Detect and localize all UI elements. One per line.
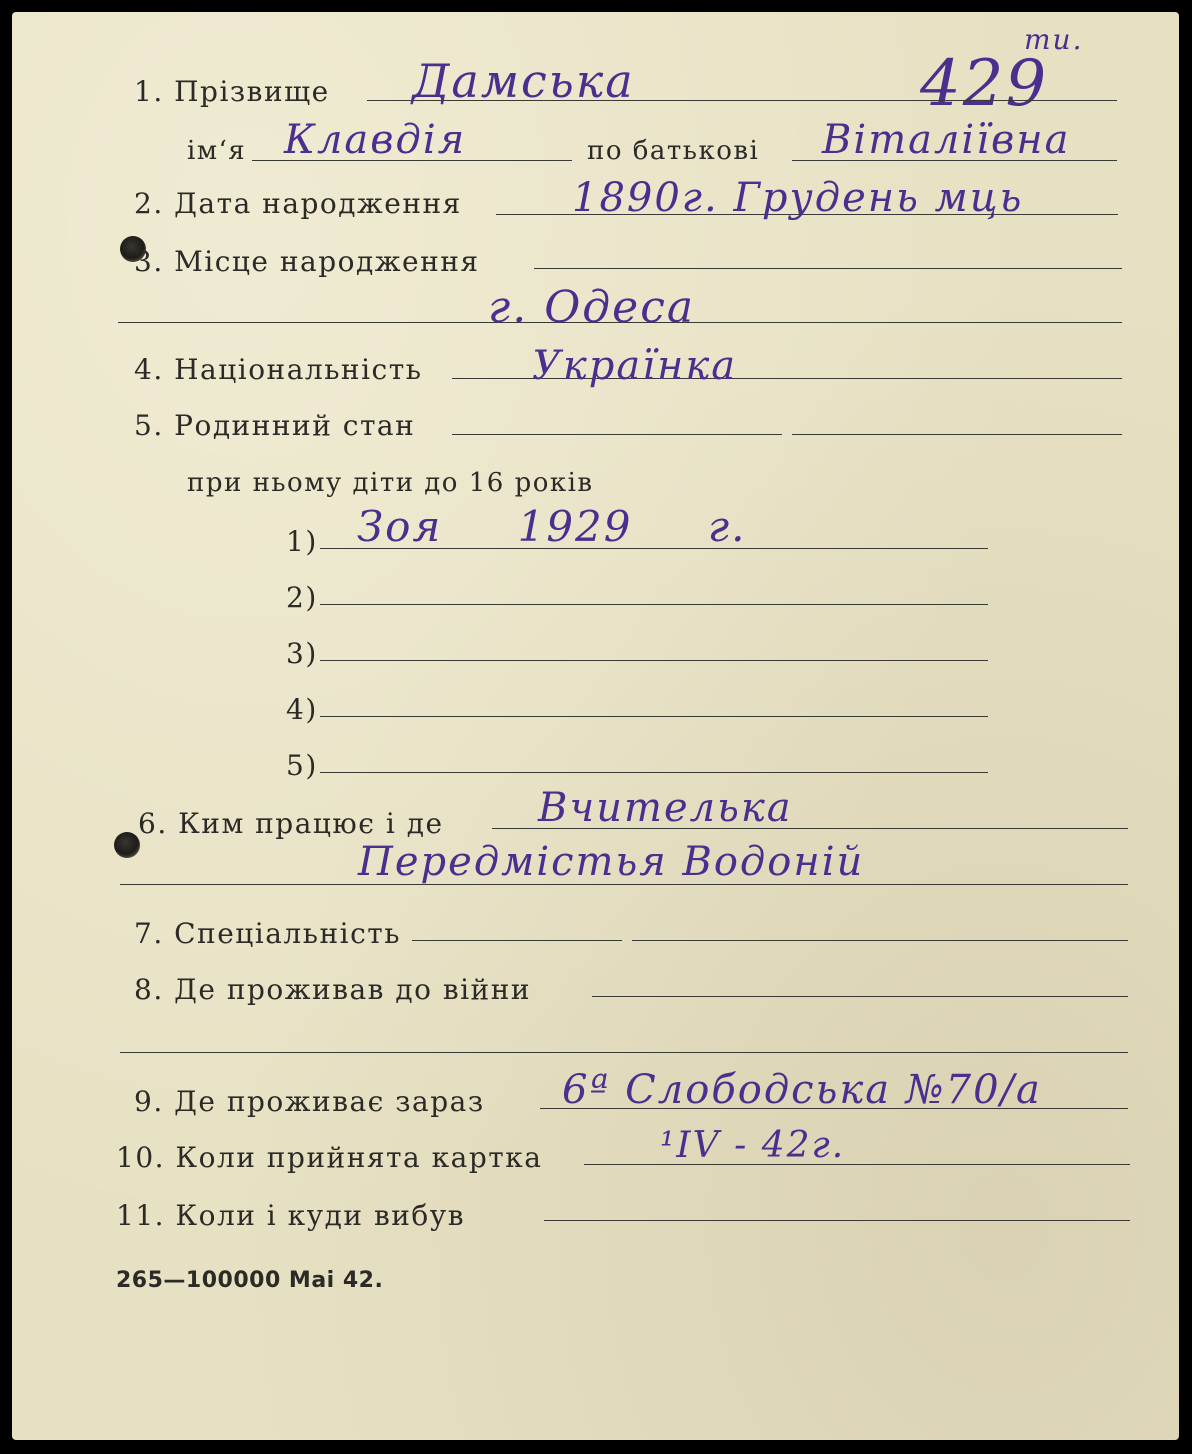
pre-war-residence-label: 8. Де проживав до війни <box>134 973 532 1006</box>
card-accepted-label: 10. Коли прийнята картка <box>116 1141 543 1174</box>
family-status-line-2 <box>792 434 1122 435</box>
patronymic-value: Віталіївна <box>822 117 1071 163</box>
family-status-label: 5. Родинний стан <box>134 409 416 442</box>
specialty-line <box>412 940 622 941</box>
birth-place-line <box>534 268 1122 269</box>
current-residence-label: 9. Де проживає зараз <box>134 1085 485 1118</box>
current-residence-value: 6ª Слободська №70/а <box>562 1067 1042 1113</box>
pre-war-residence-line-2 <box>120 1052 1128 1053</box>
child-1-value: Зоя 1929 г. <box>357 502 747 551</box>
first-name-label: ім‘я <box>187 136 247 166</box>
first-name-value: Клавдія <box>284 117 467 163</box>
punch-hole-bottom <box>114 832 140 858</box>
surname-label: 1. Прізвище <box>134 75 330 108</box>
specialty-label: 7. Спеціальність <box>134 917 401 950</box>
registration-card <box>12 12 1179 1440</box>
child-1-label: 1) <box>286 525 318 558</box>
child-4-label: 4) <box>286 693 318 726</box>
work-value-line-2: Передмістья Водоній <box>358 839 865 885</box>
birth-place-value: г. Одеса <box>488 282 696 333</box>
registry-number: 429 <box>920 47 1049 121</box>
nationality-label: 4. Національність <box>134 353 423 386</box>
registry-number-suffix: ти. <box>1024 23 1084 56</box>
departed-line <box>544 1220 1130 1221</box>
birth-date-label: 2. Дата народження <box>134 187 462 220</box>
child-2-label: 2) <box>286 581 318 614</box>
child-5-label: 5) <box>286 749 318 782</box>
children-label: при ньому діти до 16 років <box>187 468 594 498</box>
child-5-line <box>320 772 988 773</box>
birth-date-value: 1890г. Грудень мць <box>572 175 1024 221</box>
child-3-line <box>320 660 988 661</box>
child-4-line <box>320 716 988 717</box>
departed-label: 11. Коли і куди вибув <box>116 1199 465 1232</box>
patronymic-label: по батькові <box>587 136 760 166</box>
work-value-line-1: Вчителька <box>538 785 793 831</box>
pre-war-residence-line <box>592 996 1128 997</box>
nationality-value: Українка <box>532 343 738 389</box>
specialty-line-2 <box>632 940 1128 941</box>
birth-place-label: 3. Місце народження <box>134 245 480 278</box>
card-accepted-value: ¹IV - 42г. <box>660 1125 846 1166</box>
work-label: 6. Ким працює і де <box>138 807 444 840</box>
child-3-label: 3) <box>286 637 318 670</box>
family-status-line <box>452 434 782 435</box>
child-2-line <box>320 604 988 605</box>
surname-value: Дамська <box>412 54 635 108</box>
print-code: 265—100000 Mai 42. <box>116 1268 384 1293</box>
